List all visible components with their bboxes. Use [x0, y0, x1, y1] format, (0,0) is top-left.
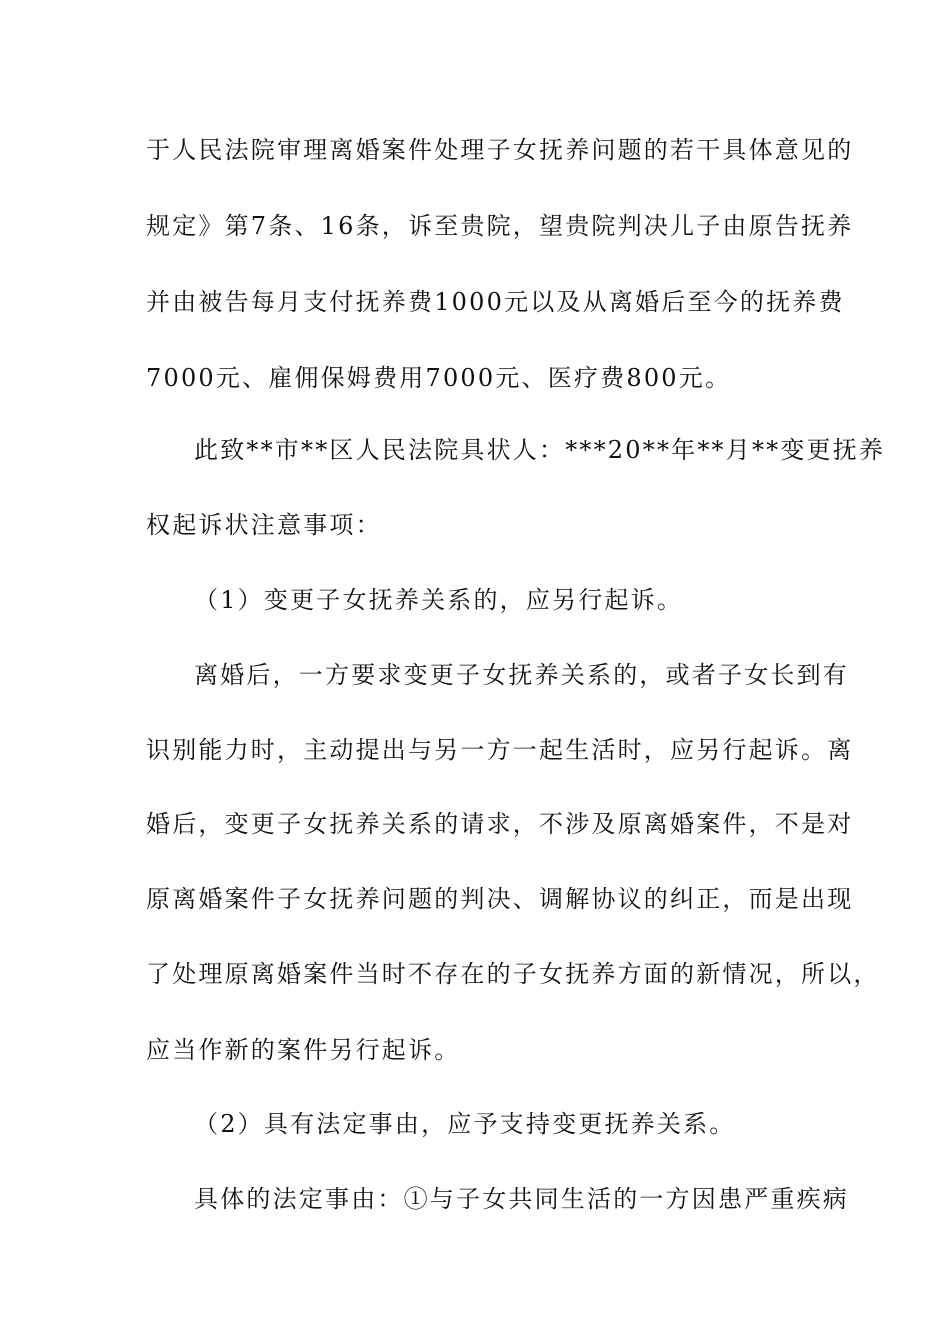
paragraph-line: 识别能力时，主动提出与另一方一起生活时，应另行起诉。离: [146, 736, 854, 764]
paragraph-line: 应当作新的案件另行起诉。: [146, 1036, 461, 1064]
paragraph-line: 于人民法院审理离婚案件处理子女抚养问题的若干具体意见的: [146, 136, 854, 164]
paragraph-line: 7000元、雇佣保姆费用7000元、医疗费800元。: [146, 364, 732, 392]
paragraph-line: 权起诉状注意事项：: [146, 511, 382, 539]
list-item-heading: （2）具有法定事由，应予支持变更抚养关系。: [194, 1110, 736, 1138]
paragraph-line: 此致**市**区人民法院具状人：***20**年**月**变更抚养: [194, 436, 886, 464]
paragraph-line: 并由被告每月支付抚养费1000元以及从离婚后至今的抚养费: [146, 288, 845, 316]
paragraph-line: 了处理原离婚案件当时不存在的子女抚养方面的新情况，所以，: [146, 960, 880, 988]
paragraph-line: 离婚后，一方要求变更子女抚养关系的，或者子女长到有: [194, 661, 849, 689]
list-item-heading: （1）变更子女抚养关系的，应另行起诉。: [194, 586, 684, 614]
paragraph-line: 原离婚案件子女抚养问题的判决、调解协议的纠正，而是出现: [146, 885, 854, 913]
paragraph-line: 具体的法定事由：①与子女共同生活的一方因患严重疾病: [194, 1185, 849, 1213]
paragraph-line: 婚后，变更子女抚养关系的请求，不涉及原离婚案件，不是对: [146, 810, 854, 838]
paragraph-line: 规定》第7条、16条，诉至贵院，望贵院判决儿子由原告抚养: [146, 212, 854, 240]
